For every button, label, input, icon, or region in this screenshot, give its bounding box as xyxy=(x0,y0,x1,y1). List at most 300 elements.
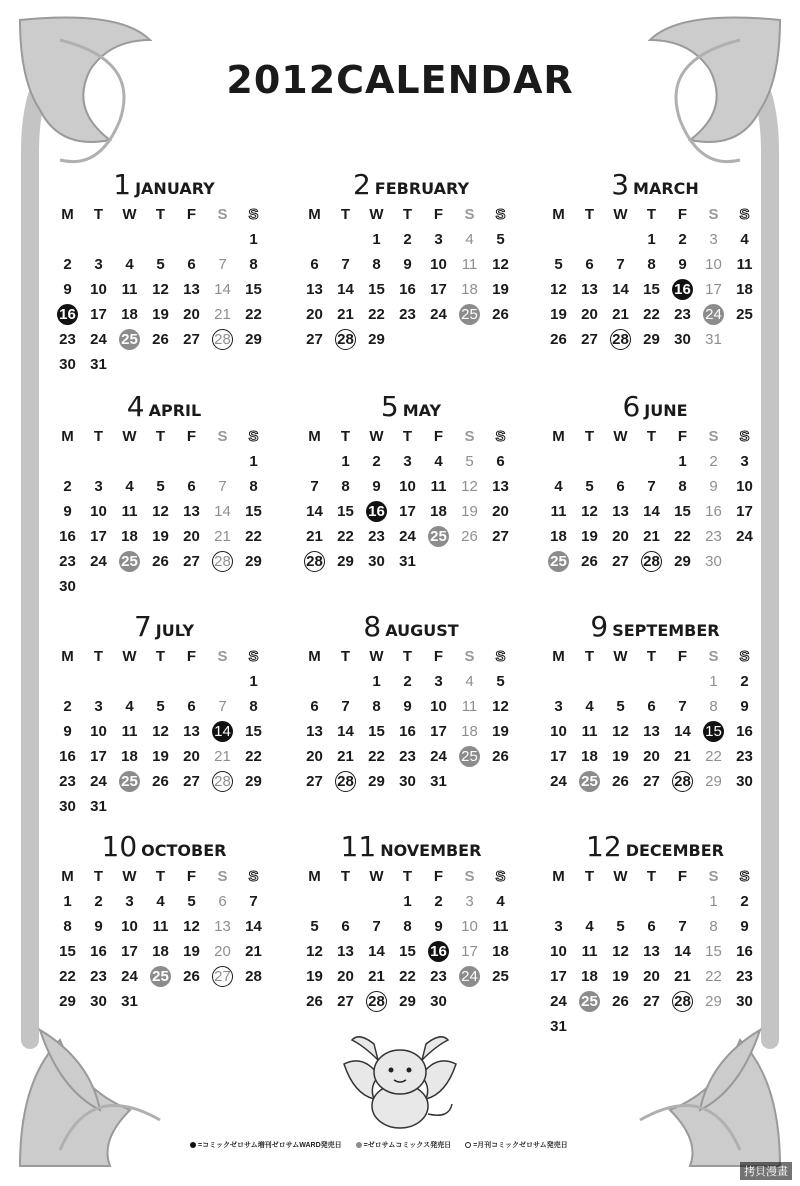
month-header xyxy=(52,168,276,202)
day-cell: 9 xyxy=(63,503,72,520)
day-cell: 9 xyxy=(740,698,749,715)
day-cell: 14 xyxy=(214,503,231,520)
day-cell: 2 xyxy=(740,673,749,690)
weekday-label: S xyxy=(217,428,228,445)
day-cell xyxy=(423,524,454,549)
ring-icon xyxy=(465,1142,471,1148)
day-cell: 5 xyxy=(496,673,505,690)
day-cell: 1 xyxy=(372,231,381,248)
weekday-label: T xyxy=(584,648,595,665)
day-grid xyxy=(543,202,767,352)
day-cell: 2 xyxy=(678,231,687,248)
day-cell: 26 xyxy=(612,773,629,790)
empty-cell xyxy=(52,449,83,474)
month-august xyxy=(299,610,523,794)
day-cell: 19 xyxy=(461,503,478,520)
day-cell: 10 xyxy=(90,723,107,740)
day-cell: 6 xyxy=(496,453,505,470)
day-cell: 11 xyxy=(581,723,598,740)
weekday-label: T xyxy=(340,648,351,665)
day-cell: 15 xyxy=(674,503,691,520)
day-grid xyxy=(543,644,767,794)
weekday-label: S xyxy=(248,206,259,223)
empty-cell xyxy=(636,449,667,474)
weekday-label: W xyxy=(369,428,384,445)
day-cell: 16 xyxy=(736,943,753,960)
day-cell: 11 xyxy=(492,918,509,935)
day-cell: 18 xyxy=(550,528,567,545)
calendar-title: 2012CALENDAR xyxy=(226,58,574,102)
day-cell: 1 xyxy=(249,231,258,248)
weekday-label: S xyxy=(708,868,719,885)
day-cell: 21 xyxy=(214,748,231,765)
day-cell: 1 xyxy=(678,453,687,470)
day-cell: 1 xyxy=(372,673,381,690)
day-cell: 3 xyxy=(554,698,563,715)
legend-black: =コミックゼロサム増刊ゼロサムWARD発売日 xyxy=(190,1142,342,1149)
weekday-label: F xyxy=(677,428,688,445)
empty-cell xyxy=(299,669,330,694)
day-grid xyxy=(52,202,276,377)
month-header xyxy=(543,168,767,202)
day-cell xyxy=(636,549,667,574)
creature-illustration xyxy=(334,1024,466,1132)
day-cell: 20 xyxy=(492,503,509,520)
day-cell: 27 xyxy=(492,528,509,545)
weekday-label: M xyxy=(61,428,74,445)
day-cell: 11 xyxy=(121,281,138,298)
day-cell xyxy=(207,719,238,744)
day-cell xyxy=(330,327,361,352)
weekday-label: S xyxy=(464,206,475,223)
month-name: JULY xyxy=(155,621,195,640)
empty-cell xyxy=(83,669,114,694)
gray-marker: 25 xyxy=(459,304,480,325)
month-name: DECEMBER xyxy=(625,841,724,860)
day-cell: 14 xyxy=(368,943,385,960)
day-cell: 2 xyxy=(63,256,72,273)
month-header xyxy=(299,168,523,202)
day-cell: 2 xyxy=(63,478,72,495)
day-cell: 31 xyxy=(550,1018,567,1035)
legend xyxy=(190,1140,630,1150)
day-cell: 1 xyxy=(647,231,656,248)
day-cell: 9 xyxy=(678,256,687,273)
weekday-label: T xyxy=(584,428,595,445)
day-cell: 24 xyxy=(550,993,567,1010)
month-name: MAY xyxy=(402,401,442,420)
weekday-label: W xyxy=(369,868,384,885)
weekday-label: W xyxy=(613,648,628,665)
day-cell: 8 xyxy=(709,698,718,715)
day-cell: 24 xyxy=(736,528,753,545)
day-cell: 7 xyxy=(341,256,350,273)
empty-cell xyxy=(605,227,636,252)
day-cell xyxy=(361,989,392,1014)
gray-marker: 25 xyxy=(579,771,600,792)
day-cell: 7 xyxy=(310,478,319,495)
black-dot-icon xyxy=(190,1142,196,1148)
empty-cell xyxy=(299,449,330,474)
month-july xyxy=(52,610,276,819)
day-cell: 13 xyxy=(643,723,660,740)
weekday-label: F xyxy=(677,648,688,665)
day-cell: 11 xyxy=(152,918,169,935)
day-cell: 20 xyxy=(183,528,200,545)
weekday-label: M xyxy=(61,648,74,665)
day-cell: 27 xyxy=(643,773,660,790)
day-cell: 6 xyxy=(341,918,350,935)
day-cell: 11 xyxy=(736,256,753,273)
day-cell: 21 xyxy=(643,528,660,545)
empty-cell xyxy=(605,669,636,694)
day-cell: 18 xyxy=(461,281,478,298)
weekday-label: F xyxy=(433,648,444,665)
empty-cell xyxy=(207,669,238,694)
weekday-label: F xyxy=(433,868,444,885)
day-cell: 22 xyxy=(59,968,76,985)
month-header xyxy=(52,390,276,424)
day-cell: 29 xyxy=(705,773,722,790)
day-cell: 3 xyxy=(434,673,443,690)
day-cell: 11 xyxy=(121,503,138,520)
weekday-label: S xyxy=(739,428,750,445)
weekday-label: S xyxy=(495,648,506,665)
weekday-label: S xyxy=(248,648,259,665)
day-cell: 4 xyxy=(125,256,134,273)
weekday-label: T xyxy=(93,206,104,223)
month-name: AUGUST xyxy=(385,621,459,640)
day-cell: 22 xyxy=(399,968,416,985)
day-cell xyxy=(361,499,392,524)
empty-cell xyxy=(667,889,698,914)
day-cell: 22 xyxy=(368,748,385,765)
day-cell: 26 xyxy=(183,968,200,985)
month-name: MARCH xyxy=(633,179,699,198)
day-cell: 7 xyxy=(647,478,656,495)
day-cell: 25 xyxy=(736,306,753,323)
month-header xyxy=(52,610,276,644)
day-cell: 20 xyxy=(612,528,629,545)
ring-marker: 28 xyxy=(672,991,693,1012)
watermark: 拷貝漫畫 xyxy=(740,1162,792,1180)
day-cell: 13 xyxy=(581,281,598,298)
weekday-label: S xyxy=(217,206,228,223)
day-cell: 6 xyxy=(218,893,227,910)
day-cell: 11 xyxy=(550,503,567,520)
day-grid xyxy=(543,864,767,1039)
empty-cell xyxy=(207,227,238,252)
day-cell: 6 xyxy=(616,478,625,495)
day-cell: 17 xyxy=(90,528,107,545)
day-cell: 23 xyxy=(59,331,76,348)
ring-marker: 28 xyxy=(672,771,693,792)
day-cell: 9 xyxy=(403,256,412,273)
day-cell: 30 xyxy=(59,578,76,595)
day-cell xyxy=(574,769,605,794)
day-cell: 29 xyxy=(59,993,76,1010)
empty-cell xyxy=(299,227,330,252)
day-cell: 1 xyxy=(341,453,350,470)
day-cell: 12 xyxy=(581,503,598,520)
day-cell: 4 xyxy=(496,893,505,910)
day-cell: 13 xyxy=(183,723,200,740)
day-cell: 9 xyxy=(63,281,72,298)
ring-marker: 27 xyxy=(212,966,233,987)
day-cell: 19 xyxy=(612,748,629,765)
day-cell: 7 xyxy=(218,478,227,495)
day-cell: 17 xyxy=(399,503,416,520)
day-cell: 20 xyxy=(643,748,660,765)
month-january xyxy=(52,168,276,377)
day-cell: 14 xyxy=(214,281,231,298)
month-name: NOVEMBER xyxy=(380,841,482,860)
empty-cell xyxy=(114,669,145,694)
day-cell: 30 xyxy=(90,993,107,1010)
weekday-label: T xyxy=(340,206,351,223)
day-cell: 27 xyxy=(183,773,200,790)
day-cell: 3 xyxy=(709,231,718,248)
day-cell: 29 xyxy=(245,553,262,570)
weekday-label: W xyxy=(122,868,137,885)
day-cell: 30 xyxy=(59,356,76,373)
empty-cell xyxy=(574,889,605,914)
day-cell: 7 xyxy=(616,256,625,273)
day-cell: 26 xyxy=(581,553,598,570)
legend-ring: =月刊コミックゼロサム発売日 xyxy=(465,1142,568,1149)
weekday-label: M xyxy=(308,868,321,885)
empty-cell xyxy=(574,669,605,694)
weekday-label: T xyxy=(584,206,595,223)
weekday-label: S xyxy=(739,868,750,885)
day-cell: 31 xyxy=(121,993,138,1010)
day-cell: 19 xyxy=(152,306,169,323)
black-marker: 16 xyxy=(366,501,387,522)
day-cell xyxy=(543,549,574,574)
day-cell: 15 xyxy=(245,281,262,298)
day-cell: 29 xyxy=(337,553,354,570)
empty-cell xyxy=(114,449,145,474)
day-cell: 2 xyxy=(403,231,412,248)
day-cell: 8 xyxy=(372,698,381,715)
day-cell: 18 xyxy=(492,943,509,960)
gray-marker: 25 xyxy=(428,526,449,547)
day-cell xyxy=(114,549,145,574)
day-cell: 19 xyxy=(550,306,567,323)
day-cell: 23 xyxy=(368,528,385,545)
month-name: FEBRUARY xyxy=(374,179,470,198)
day-cell: 13 xyxy=(183,281,200,298)
gray-marker: 24 xyxy=(459,966,480,987)
day-cell: 6 xyxy=(187,478,196,495)
month-header xyxy=(299,830,523,864)
day-cell: 3 xyxy=(434,231,443,248)
empty-cell xyxy=(636,669,667,694)
day-cell: 30 xyxy=(674,331,691,348)
day-cell: 22 xyxy=(643,306,660,323)
month-header xyxy=(299,390,523,424)
weekday-label: M xyxy=(61,206,74,223)
weekday-label: T xyxy=(646,428,657,445)
day-cell xyxy=(454,964,485,989)
day-cell: 10 xyxy=(121,918,138,935)
gray-marker: 25 xyxy=(150,966,171,987)
day-cell: 27 xyxy=(581,331,598,348)
day-cell: 22 xyxy=(337,528,354,545)
day-cell xyxy=(207,327,238,352)
day-cell: 27 xyxy=(183,553,200,570)
day-cell: 8 xyxy=(249,698,258,715)
day-cell: 3 xyxy=(94,478,103,495)
day-cell: 25 xyxy=(492,968,509,985)
weekday-label: W xyxy=(369,648,384,665)
empty-cell xyxy=(574,227,605,252)
day-cell: 16 xyxy=(399,723,416,740)
day-cell: 13 xyxy=(643,943,660,960)
weekday-label: T xyxy=(155,868,166,885)
day-cell xyxy=(454,302,485,327)
weekday-label: S xyxy=(708,428,719,445)
day-cell: 19 xyxy=(152,748,169,765)
ring-marker: 28 xyxy=(304,551,325,572)
month-name: OCTOBER xyxy=(141,841,227,860)
day-cell: 4 xyxy=(585,698,594,715)
day-cell: 18 xyxy=(581,748,598,765)
day-cell: 2 xyxy=(63,698,72,715)
day-cell: 27 xyxy=(612,553,629,570)
weekday-label: S xyxy=(739,648,750,665)
gray-marker: 25 xyxy=(119,771,140,792)
month-april xyxy=(52,390,276,599)
month-february xyxy=(299,168,523,352)
day-cell: 8 xyxy=(678,478,687,495)
month-header xyxy=(299,610,523,644)
day-cell: 5 xyxy=(616,698,625,715)
day-cell: 10 xyxy=(461,918,478,935)
weekday-label: T xyxy=(402,868,413,885)
day-cell: 5 xyxy=(554,256,563,273)
day-cell: 21 xyxy=(214,306,231,323)
month-november xyxy=(299,830,523,1014)
empty-cell xyxy=(299,889,330,914)
black-marker: 16 xyxy=(57,304,78,325)
month-number: 4 xyxy=(126,390,145,423)
day-cell: 16 xyxy=(59,528,76,545)
black-marker: 16 xyxy=(672,279,693,300)
day-cell: 7 xyxy=(341,698,350,715)
day-cell: 4 xyxy=(465,231,474,248)
month-number: 7 xyxy=(133,610,152,643)
day-cell: 17 xyxy=(550,748,567,765)
empty-cell xyxy=(605,889,636,914)
day-cell xyxy=(667,989,698,1014)
day-cell: 1 xyxy=(249,453,258,470)
day-cell: 30 xyxy=(430,993,447,1010)
day-cell: 8 xyxy=(249,256,258,273)
day-grid xyxy=(52,424,276,599)
day-cell: 15 xyxy=(368,723,385,740)
day-cell: 12 xyxy=(492,698,509,715)
day-cell: 22 xyxy=(245,748,262,765)
day-cell: 10 xyxy=(705,256,722,273)
day-cell: 29 xyxy=(399,993,416,1010)
month-name: JANUARY xyxy=(135,179,215,198)
day-cell: 17 xyxy=(430,723,447,740)
weekday-label: M xyxy=(552,206,565,223)
day-cell: 1 xyxy=(709,893,718,910)
day-cell: 6 xyxy=(585,256,594,273)
day-cell: 1 xyxy=(249,673,258,690)
day-cell: 7 xyxy=(678,698,687,715)
day-cell: 31 xyxy=(705,331,722,348)
day-cell: 13 xyxy=(306,281,323,298)
weekday-label: T xyxy=(93,648,104,665)
day-cell: 7 xyxy=(218,698,227,715)
day-cell: 15 xyxy=(368,281,385,298)
day-cell: 26 xyxy=(152,773,169,790)
day-cell: 26 xyxy=(492,306,509,323)
day-cell: 19 xyxy=(152,528,169,545)
gray-dot-icon xyxy=(356,1142,362,1148)
day-cell: 21 xyxy=(245,943,262,960)
day-cell: 18 xyxy=(121,306,138,323)
day-cell: 13 xyxy=(612,503,629,520)
day-cell: 5 xyxy=(187,893,196,910)
day-cell xyxy=(330,769,361,794)
weekday-label: T xyxy=(402,206,413,223)
gray-marker: 25 xyxy=(548,551,569,572)
day-cell: 13 xyxy=(306,723,323,740)
weekday-label: T xyxy=(155,428,166,445)
day-cell: 31 xyxy=(90,356,107,373)
day-cell: 10 xyxy=(90,503,107,520)
month-name: APRIL xyxy=(148,401,202,420)
day-cell: 14 xyxy=(643,503,660,520)
day-cell: 6 xyxy=(310,698,319,715)
day-cell: 23 xyxy=(430,968,447,985)
empty-cell xyxy=(83,449,114,474)
month-number: 10 xyxy=(101,830,138,863)
empty-cell xyxy=(543,669,574,694)
day-cell: 14 xyxy=(337,723,354,740)
day-cell: 5 xyxy=(465,453,474,470)
weekday-label: F xyxy=(186,206,197,223)
empty-cell xyxy=(145,227,176,252)
empty-cell xyxy=(543,449,574,474)
weekday-label: T xyxy=(93,428,104,445)
day-cell: 7 xyxy=(678,918,687,935)
day-cell: 12 xyxy=(612,943,629,960)
day-cell: 27 xyxy=(183,331,200,348)
day-cell: 30 xyxy=(368,553,385,570)
day-cell: 10 xyxy=(736,478,753,495)
day-cell: 29 xyxy=(674,553,691,570)
day-grid xyxy=(299,424,523,574)
day-cell: 11 xyxy=(430,478,447,495)
day-cell: 10 xyxy=(430,256,447,273)
day-cell: 29 xyxy=(245,773,262,790)
weekday-label: S xyxy=(708,206,719,223)
day-cell: 3 xyxy=(403,453,412,470)
black-marker: 15 xyxy=(703,721,724,742)
day-cell: 14 xyxy=(337,281,354,298)
day-cell: 8 xyxy=(249,478,258,495)
day-cell: 21 xyxy=(674,748,691,765)
day-cell: 11 xyxy=(461,698,478,715)
day-cell: 2 xyxy=(740,893,749,910)
weekday-label: M xyxy=(308,428,321,445)
day-cell: 17 xyxy=(430,281,447,298)
